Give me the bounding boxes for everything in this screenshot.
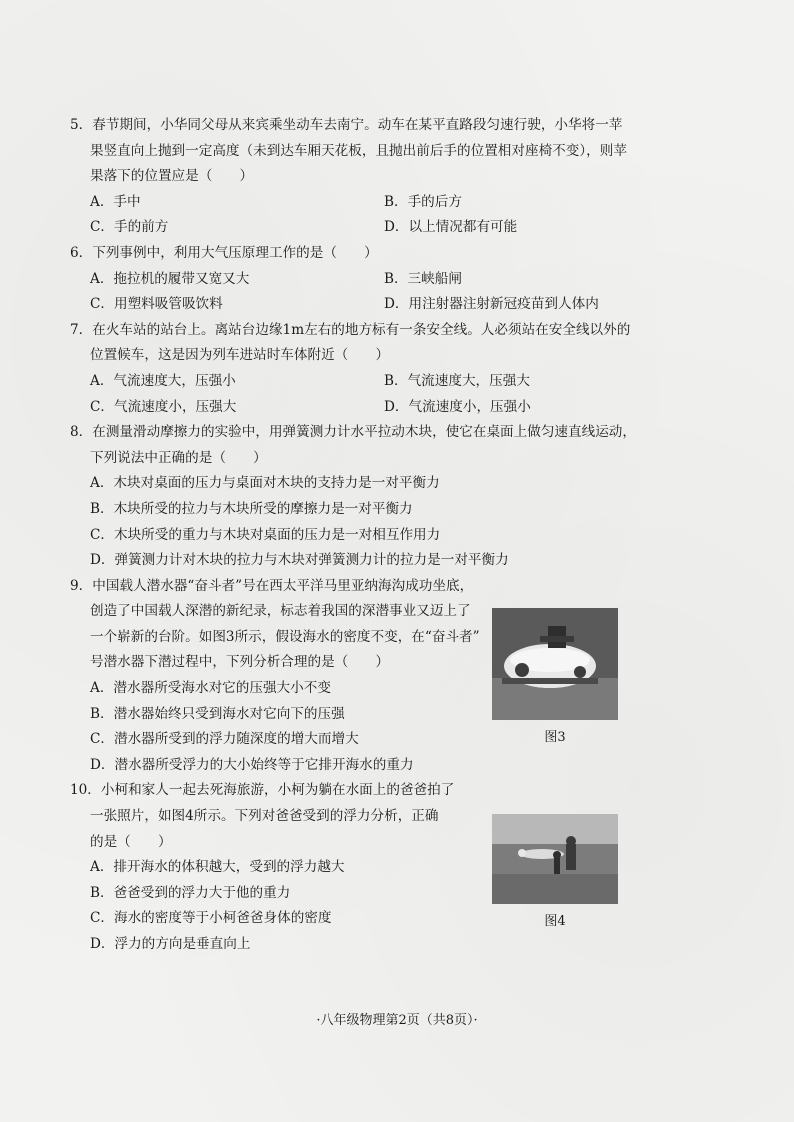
question-9-option-d: D．潜水器所受浮力的大小始终等于它排开海水的重力 [90, 756, 414, 773]
question-6-line-1: 6．下列事例中，利用大气压原理工作的是（ ） [70, 244, 378, 261]
question-9-option-c: C．潜水器所受到的浮力随深度的增大而增大 [90, 731, 359, 748]
question-8-option-d: D．弹簧测力计对木块的拉力与木块对弹簧测力计的拉力是一对平衡力 [90, 552, 509, 569]
question-8-line-1: 8．在测量滑动摩擦力的实验中，用弹簧测力计水平拉动木块，使它在桌面上做匀速直线运动， [70, 424, 636, 441]
question-5-line-3: 果落下的位置应是（ ） [90, 168, 254, 185]
question-5-option-d: D．以上情况都有可能 [384, 219, 518, 236]
question-7-line-2: 位置候车，这是因为列车进站时车体附近（ ） [90, 347, 390, 364]
question-7-line-1: 7．在火车站的站台上。离站台边缘1m左右的地方标有一条安全线。人必须站在安全线以外的 [70, 321, 631, 338]
question-6-option-b: B．三峡船闸 [384, 270, 462, 287]
question-7-option-d: D．气流速度小，压强小 [384, 398, 531, 415]
question-9-option-a: A．潜水器所受海水对它的压强大小不变 [90, 680, 331, 697]
question-6-option-a: A．拖拉机的履带又宽又大 [90, 270, 250, 287]
question-5-option-a: A．手中 [90, 193, 141, 210]
question-6 [70, 241, 710, 318]
question-9-line-1: 9．中国载人潜水器“奋斗者”号在西太平洋马里亚纳海沟成功坐底， [70, 577, 474, 594]
question-6-options [70, 267, 710, 318]
figure-3 [492, 608, 618, 745]
question-6-option-c: C．用塑料吸管吸饮料 [90, 296, 223, 313]
question-8-line-2: 下列说法中正确的是（ ） [90, 449, 267, 466]
question-5-options [70, 190, 710, 241]
submersible-illustration [492, 608, 618, 720]
question-10-line-3: 的是（ ） [90, 833, 172, 850]
question-9-option-b: B．潜水器始终只受到海水对它向下的压强 [90, 705, 345, 722]
question-5-line-1: 5．春节期间，小华同父母从来宾乘坐动车去南宁。动车在某平直路段匀速行驶，小华将一苹 [70, 117, 623, 133]
question-8 [70, 420, 710, 574]
question-7-option-b: B．气流速度大，压强大 [384, 372, 530, 389]
floating-person-illustration [492, 814, 618, 904]
question-5-line-2: 果竖直向上抛到一定高度（未到达车厢天花板，且抛出前后手的位置相对座椅不变），则苹 [90, 142, 627, 159]
question-9-line-4: 号潜水器下潜过程中，下列分析合理的是（ ） [90, 654, 390, 671]
dead-sea-photo [492, 814, 618, 904]
question-5-option-c: C．手的前方 [90, 219, 169, 236]
question-7-option-c: C．气流速度小，压强大 [90, 398, 237, 415]
question-8-option-c: C．木块所受的重力与木块对桌面的压力是一对相互作用力 [90, 526, 441, 543]
question-9-line-2: 创造了中国载人深潜的新纪录，标志着我国的深潜事业又迈上了 [90, 603, 471, 620]
figure-4 [492, 814, 618, 929]
question-10-line-2: 一张照片，如图4所示。下列对爸爸受到的浮力分析，正确 [90, 808, 439, 825]
question-8-option-a: A．木块对桌面的压力与桌面对木块的支持力是一对平衡力 [90, 475, 440, 492]
question-5 [70, 113, 710, 241]
page-footer: ·八年级物理第2页（共8页）· [316, 1013, 478, 1028]
figure-3-caption: 图3 [544, 730, 566, 745]
question-10-option-b: B．爸爸受到的浮力大于他的重力 [90, 884, 291, 901]
question-9-line-3: 一个崭新的台阶。如图3所示，假设海水的密度不变，在“奋斗者” [90, 628, 480, 645]
question-10-line-1: 10．小柯和家人一起去死海旅游，小柯为躺在水面上的爸爸拍了 [70, 782, 455, 799]
figure-4-caption: 图4 [544, 914, 566, 929]
question-7 [70, 318, 710, 420]
question-7-option-a: A．气流速度大，压强小 [90, 372, 236, 389]
question-8-option-b: B．木块所受的拉力与木块所受的摩擦力是一对平衡力 [90, 500, 413, 517]
question-10-option-d: D．浮力的方向是垂直向上 [90, 936, 251, 952]
question-5-option-b: B．手的后方 [384, 193, 462, 210]
submersible-photo [492, 608, 618, 720]
question-7-options [70, 369, 710, 420]
question-8-options [70, 471, 710, 573]
question-10-option-c: C．海水的密度等于小柯爸爸身体的密度 [90, 910, 332, 927]
question-10-option-a: A．排开海水的体积越大，受到的浮力越大 [90, 859, 345, 876]
question-6-option-d: D．用注射器注射新冠疫苗到人体内 [384, 296, 599, 313]
